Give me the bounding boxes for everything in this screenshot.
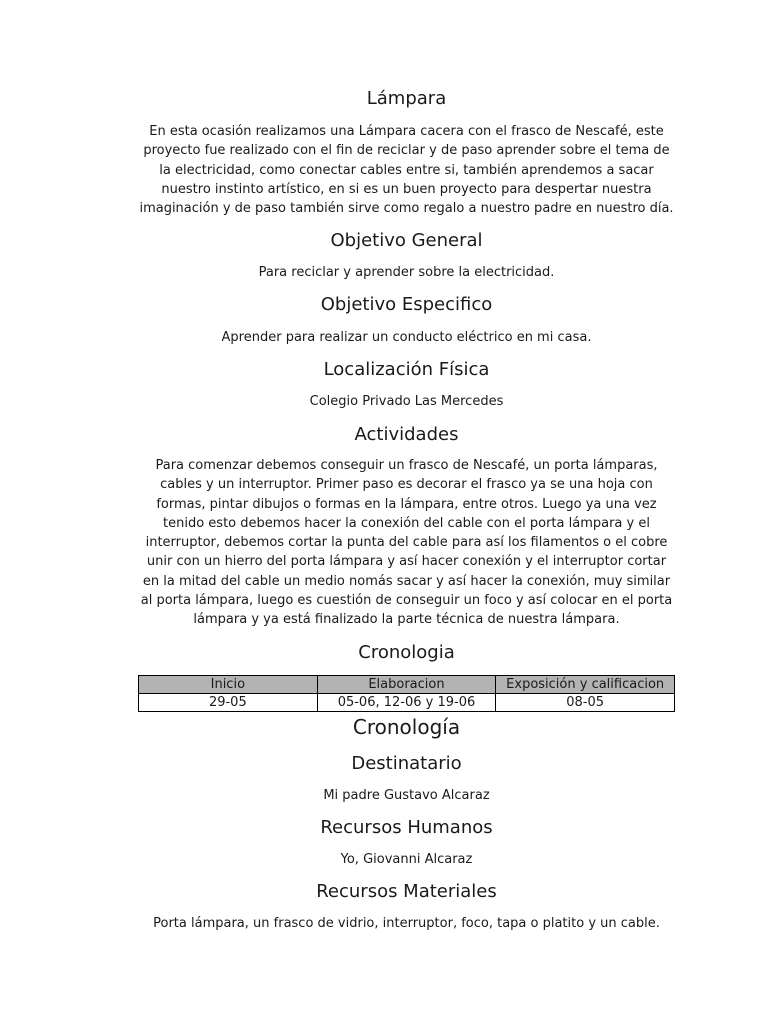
table-cell: 29-05 — [139, 694, 318, 712]
table-row — [139, 694, 675, 712]
table-cell: 05-06, 12-06 y 19-06 — [317, 694, 496, 712]
objetivo-especifico-heading: Objetivo Especifico — [320, 294, 493, 315]
intro-paragraph: En esta ocasión realizamos una Lámpara cacera con el frasco de Nescafé, este proyecto fue realizado con el fin de reciclar y de paso aprender sobre el tema de la electricidad, como conectar cables entre si, también aprendemos a sacar nuestro instinto artístico, en si es un buen proyecto para despertar nuestra imaginación y de paso también sirve como regalo a nuestro padre en nuestro día. — [139, 124, 674, 217]
table-header-cell: Elaboracion — [317, 676, 496, 694]
localizacion-text: Colegio Privado Las Mercedes — [309, 394, 504, 409]
recursos-humanos-text: Yo, Giovanni Alcaraz — [340, 852, 473, 867]
table-header-row — [139, 676, 675, 694]
table-cell: 08-05 — [496, 694, 675, 712]
objetivo-especifico-text: Aprender para realizar un conducto eléctrico en mi casa. — [221, 330, 592, 345]
title-heading: Lámpara — [366, 88, 447, 109]
cronologia-table — [138, 675, 675, 712]
actividades-heading: Actividades — [354, 424, 459, 445]
objetivo-general-heading: Objetivo General — [330, 230, 483, 251]
objetivo-general-text: Para reciclar y aprender sobre la electricidad. — [258, 265, 555, 280]
destinatario-heading: Destinatario — [351, 753, 462, 774]
recursos-humanos-heading: Recursos Humanos — [320, 817, 493, 838]
destinatario-text: Mi padre Gustavo Alcaraz — [323, 788, 490, 803]
table-header-cell: Inicio — [139, 676, 318, 694]
recursos-materiales-heading: Recursos Materiales — [316, 881, 497, 902]
localizacion-heading: Localización Física — [323, 359, 490, 380]
cronologia-heading: Cronologia — [358, 642, 455, 663]
table-header-cell: Exposición y calificacion — [496, 676, 675, 694]
actividades-paragraph: Para comenzar debemos conseguir un frasco de Nescafé, un porta lámparas, cables y un interruptor. Primer paso es decorar el frasco ya se una hoja con formas, pintar dibujos o formas en la lámpara, entre otros. Luego ya una vez tenido esto debemos hacer la conexión del cable con el porta lámpara y el interruptor, debemos cortar la punta del cable para así los filamentos o el cobre unir con un hierro del porta lámpara y así hacer conexión y el interruptor cortar en la mitad del cable un medio nomás sacar y así hacer la conexión, muy similar al porta lámpara, luego es cuestión de conseguir un foco y así colocar en el porta lámpara y ya está finalizado la parte técnica de nuestra lámpara. — [140, 458, 673, 628]
recursos-materiales-text: Porta lámpara, un frasco de vidrio, interruptor, foco, tapa o platito y un cable. — [153, 916, 660, 931]
cronologia-caption: Cronología — [352, 715, 461, 739]
